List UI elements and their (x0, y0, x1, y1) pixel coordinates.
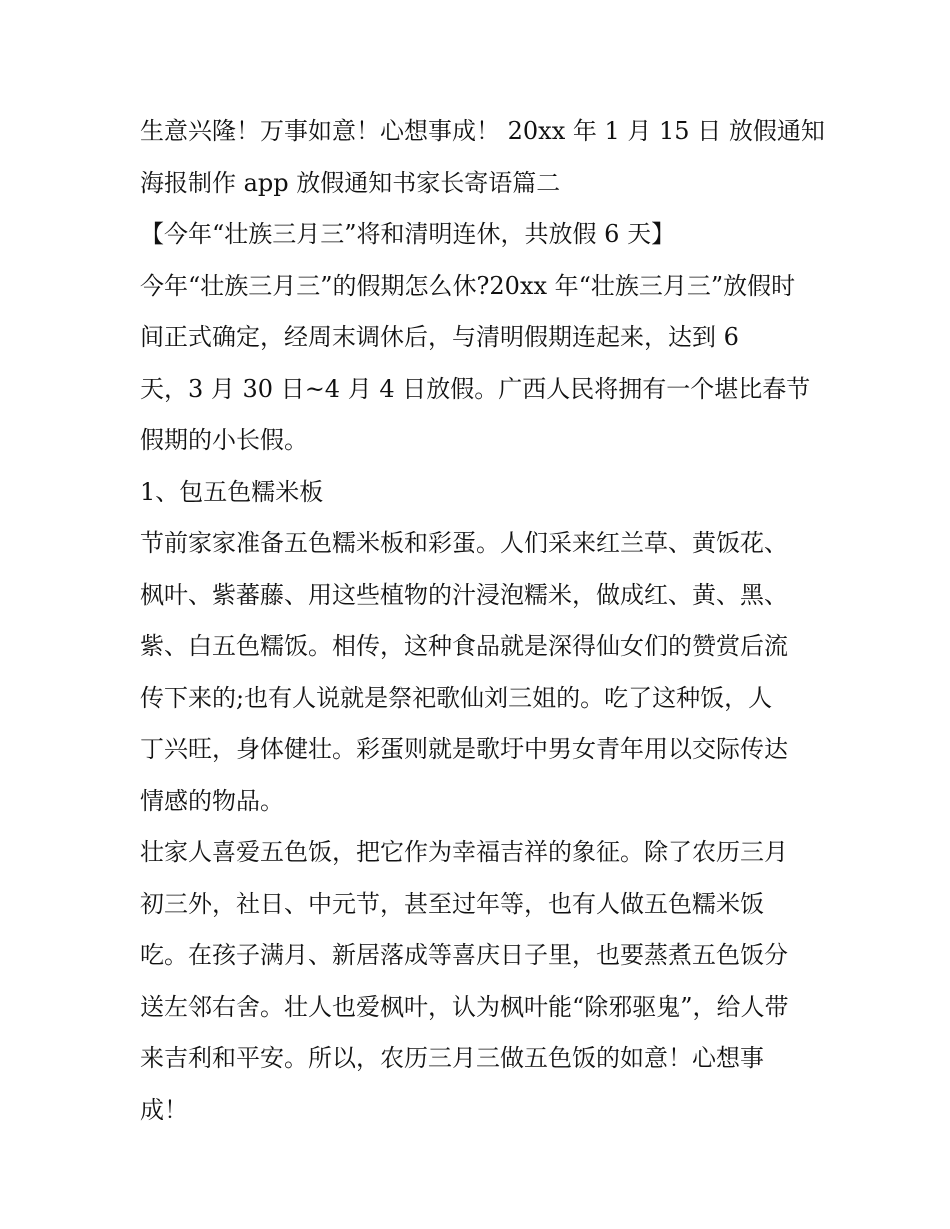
text-line: 假期的小长假。 (140, 426, 308, 454)
text-line: 情感的物品。 (140, 786, 284, 815)
text-line: 壮家人喜爱五色饭，把它作为幸福吉祥的象征。除了农历三月 (140, 838, 788, 866)
text-line: 海报制作 app 放假通知书家长寄语篇二 (140, 168, 561, 197)
document-body (140, 106, 825, 1136)
section-heading: 【今年“壮族三月三”将和清明连休，共放假 6 天】 (140, 220, 676, 248)
text-line: 初三外，社日、中元节，甚至过年等，也有人做五色糯米饭 (140, 889, 764, 918)
text-line: 间正式确定，经周末调休后，与清明假期连起来，达到 6 (140, 323, 739, 351)
text-line: 生意兴隆！万事如意！心想事成！ 20xx 年 1 月 15 日 放假通知 (140, 117, 825, 145)
text-line: 紫、白五色糯饭。相传，这种食品就是深得仙女们的赞赏后流 (140, 632, 788, 660)
text-line: 吃。在孩子满月、新居落成等喜庆日子里，也要蒸煮五色饭分 (140, 941, 788, 969)
list-heading: 1、包五色糯米板 (140, 477, 324, 506)
text-line: 天，3 月 30 日~4 月 4 日放假。广西人民将拥有一个堪比春节 (140, 374, 811, 403)
text-line: 来吉利和平安。所以，农历三月三做五色饭的如意！心想事 (140, 1044, 764, 1072)
text-line: 今年“壮族三月三”的假期怎么休?20xx 年“壮族三月三”放假时 (140, 271, 796, 300)
text-line: 丁兴旺，身体健壮。彩蛋则就是歌圩中男女青年用以交际传达 (140, 735, 788, 763)
text-line: 传下来的;也有人说就是祭祀歌仙刘三姐的。吃了这种饭，人 (140, 683, 773, 712)
text-line: 节前家家准备五色糯米板和彩蛋。人们采来红兰草、黄饭花、 (140, 529, 788, 557)
text-line: 送左邻右舍。壮人也爱枫叶，认为枫叶能“除邪驱鬼”，给人带 (140, 992, 789, 1021)
text-line: 成！ (140, 1095, 188, 1124)
text-line: 枫叶、紫蕃藤、用这些植物的汁浸泡糯米，做成红、黄、黑、 (140, 580, 788, 609)
